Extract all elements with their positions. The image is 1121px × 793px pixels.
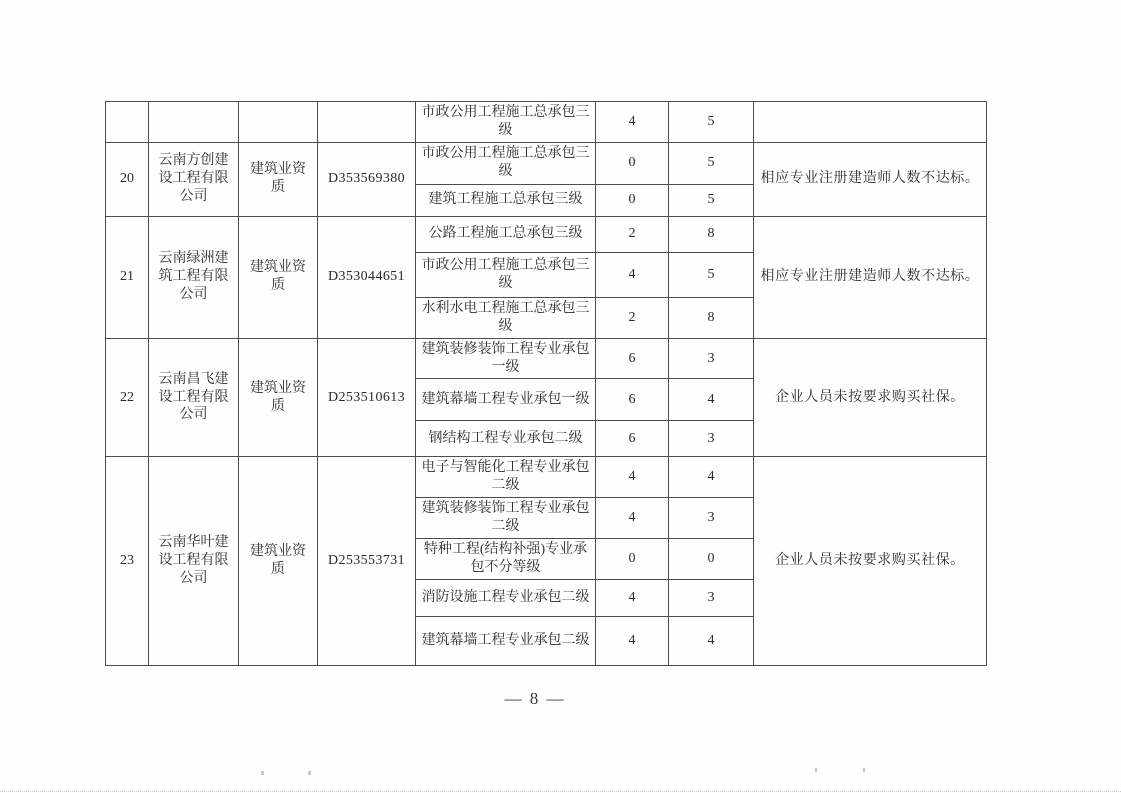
count1-cell: 4 (596, 579, 669, 616)
scan-speck (308, 771, 311, 775)
row-number-cell: 23 (106, 457, 149, 665)
scan-edge-artifact (0, 791, 1121, 792)
company-cell: 云南方创建设工程有限公司 (149, 142, 239, 216)
count1-cell: 6 (596, 421, 669, 457)
qualification-item-cell: 市政公用工程施工总承包三级 (416, 142, 596, 184)
qualification-item-cell: 市政公用工程施工总承包三级 (416, 252, 596, 297)
count2-cell: 4 (669, 379, 754, 421)
count2-cell: 0 (669, 539, 754, 580)
count2-cell: 8 (669, 297, 754, 338)
remark-cell: 相应专业注册建造师人数不达标。 (754, 216, 987, 338)
count1-cell: 4 (596, 498, 669, 539)
count2-cell: 5 (669, 102, 754, 143)
qualification-item-cell: 建筑幕墙工程专业承包二级 (416, 616, 596, 665)
qualification-item-cell: 建筑装修装饰工程专业承包一级 (416, 338, 596, 379)
table-row (106, 457, 987, 498)
qualification-type-cell: 建筑业资质 (239, 457, 318, 665)
qualification-item-cell: 电子与智能化工程专业承包二级 (416, 457, 596, 498)
row-number-cell: 22 (106, 338, 149, 457)
company-cell: 云南昌飞建设工程有限公司 (149, 338, 239, 457)
scan-speck (863, 768, 865, 772)
qualification-item-cell: 市政公用工程施工总承包三级 (416, 102, 596, 143)
qualification-table (105, 101, 987, 666)
qualification-type-cell: 建筑业资质 (239, 216, 318, 338)
license-number-cell (318, 102, 416, 143)
qualification-type-cell (239, 102, 318, 143)
remark-cell: 企业人员未按要求购买社保。 (754, 457, 987, 665)
license-number-cell: D253510613 (318, 338, 416, 457)
qualification-item-cell: 建筑装修装饰工程专业承包二级 (416, 498, 596, 539)
count1-cell: 6 (596, 338, 669, 379)
qualification-type-cell: 建筑业资质 (239, 338, 318, 457)
count1-cell: 6 (596, 379, 669, 421)
company-cell: 云南华叶建设工程有限公司 (149, 457, 239, 665)
remark-cell: 企业人员未按要求购买社保。 (754, 338, 987, 457)
count2-cell: 3 (669, 338, 754, 379)
license-number-cell: D353044651 (318, 216, 416, 338)
company-cell (149, 102, 239, 143)
qualification-type-cell: 建筑业资质 (239, 142, 318, 216)
qualification-item-cell: 建筑工程施工总承包三级 (416, 184, 596, 216)
table-row (106, 338, 987, 379)
table-row (106, 142, 987, 184)
count2-cell: 5 (669, 252, 754, 297)
count1-cell: 4 (596, 457, 669, 498)
qualification-item-cell: 水利水电工程施工总承包三级 (416, 297, 596, 338)
remark-cell: 相应专业注册建造师人数不达标。 (754, 142, 987, 216)
page-number: — 8 — (504, 689, 566, 708)
qualification-item-cell: 特种工程(结构补强)专业承包不分等级 (416, 539, 596, 580)
scan-speck (261, 771, 264, 775)
license-number-cell: D253553731 (318, 457, 416, 665)
row-number-cell: 21 (106, 216, 149, 338)
qualification-item-cell: 建筑幕墙工程专业承包一级 (416, 379, 596, 421)
scan-speck (815, 768, 817, 772)
count1-cell: 4 (596, 102, 669, 143)
count2-cell: 5 (669, 184, 754, 216)
count1-cell: 0 (596, 142, 669, 184)
remark-cell (754, 102, 987, 143)
count1-cell: 2 (596, 297, 669, 338)
count1-cell: 4 (596, 616, 669, 665)
count2-cell: 3 (669, 498, 754, 539)
qualification-item-cell: 钢结构工程专业承包二级 (416, 421, 596, 457)
row-number-cell: 20 (106, 142, 149, 216)
table-row (106, 216, 987, 252)
license-number-cell: D353569380 (318, 142, 416, 216)
count1-cell: 0 (596, 184, 669, 216)
count1-cell: 0 (596, 539, 669, 580)
count2-cell: 8 (669, 216, 754, 252)
table-row (106, 102, 987, 143)
company-cell: 云南绿洲建筑工程有限公司 (149, 216, 239, 338)
count2-cell: 5 (669, 142, 754, 184)
qualification-item-cell: 公路工程施工总承包三级 (416, 216, 596, 252)
count1-cell: 4 (596, 252, 669, 297)
count2-cell: 4 (669, 616, 754, 665)
count2-cell: 3 (669, 421, 754, 457)
qualification-item-cell: 消防设施工程专业承包二级 (416, 579, 596, 616)
count2-cell: 3 (669, 579, 754, 616)
count1-cell: 2 (596, 216, 669, 252)
row-number-cell (106, 102, 149, 143)
count2-cell: 4 (669, 457, 754, 498)
